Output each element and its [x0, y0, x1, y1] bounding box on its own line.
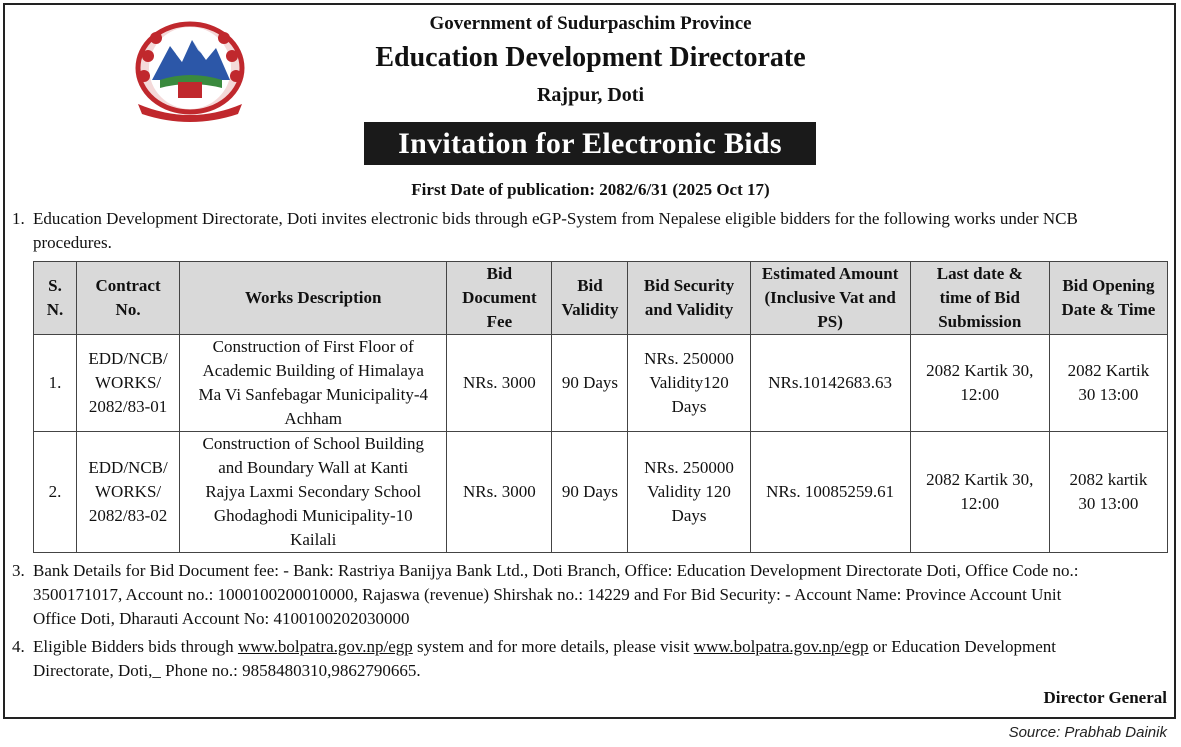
notice-title: Invitation for Electronic Bids: [364, 122, 816, 165]
header-bid-opening: Bid Opening Date & Time: [1049, 262, 1167, 335]
paragraph-text: Office Doti, Dharauti Account No: 4100100202030000: [33, 609, 410, 628]
paragraph-text: Eligible Bidders bids through: [33, 637, 238, 656]
header-estimated-amount: Estimated Amount (Inclusive Vat and PS): [750, 262, 910, 335]
header-contract-no: Contract No.: [77, 262, 180, 335]
bolpatra-link[interactable]: www.bolpatra.gov.np/egp: [237, 637, 413, 656]
paragraph-1: [12, 207, 1172, 255]
paragraph-4: [12, 635, 1172, 683]
signature-title: Director General: [1043, 688, 1167, 707]
cell-contract-no: EDD/NCB/ WORKS/ 2082/83-01: [77, 335, 180, 432]
paragraph-text: or Education Development: [868, 637, 1056, 656]
header-sn: S. N.: [34, 262, 77, 335]
address-heading: Rajpur, Doti: [536, 84, 645, 106]
header-bid-security: Bid Security and Validity: [628, 262, 750, 335]
paragraph-number: 1.: [12, 209, 25, 228]
table-header-row: [34, 262, 1168, 335]
table-row: [34, 432, 1168, 553]
cell-estimated-amount: NRs.10142683.63: [750, 335, 910, 432]
paragraph-text: procedures.: [33, 233, 112, 252]
cell-contract-no: EDD/NCB/ WORKS/ 2082/83-02: [77, 432, 180, 553]
cell-sn: 1.: [34, 335, 77, 432]
government-heading: Government of Sudurpaschim Province: [429, 13, 752, 34]
cell-opening: 2082 kartik 30 13:00: [1049, 432, 1167, 553]
source-credit: Source: Prabhab Dainik: [1008, 724, 1167, 741]
cell-last-date: 2082 Kartik 30, 12:00: [910, 432, 1049, 553]
paragraph-text: 3500171017, Account no.: 1000100200010000, Rajaswa (revenue) Shirshak no.: 14229 and For Bid Security: - Account Name: Province Account Unit: [33, 585, 1062, 604]
paragraph-3: [12, 559, 1172, 631]
paragraph-text: Directorate, Doti,_ Phone no.: 9858480310,9862790665.: [33, 661, 421, 680]
table-row: [34, 335, 1168, 432]
cell-opening: 2082 Kartik 30 13:00: [1049, 335, 1167, 432]
paragraph-text: Education Development Directorate, Doti invites electronic bids through eGP-System from Nepalese eligible bidders for the following works under NCB: [33, 209, 1078, 228]
paragraph-number: 3.: [12, 561, 25, 580]
publication-date: First Date of publication: 2082/6/31 (2025 Oct 17): [411, 180, 770, 199]
cell-fee: NRs. 3000: [447, 432, 552, 553]
bids-table: [33, 261, 1168, 553]
paragraph-number: 4.: [12, 637, 25, 656]
header-bid-validity: Bid Validity: [552, 262, 628, 335]
cell-security: NRs. 250000 Validity 120 Days: [628, 432, 750, 553]
paragraph-text: system and for more details, please visit: [412, 637, 694, 656]
header-last-date: Last date & time of Bid Submission: [910, 262, 1049, 335]
header-bid-document-fee: Bid Document Fee: [447, 262, 552, 335]
bolpatra-link[interactable]: www.bolpatra.gov.np/egp: [693, 637, 869, 656]
directorate-heading: Education Development Directorate: [375, 42, 806, 73]
cell-works-description: Construction of School Building and Boundary Wall at Kanti Rajya Laxmi Secondary School Ghodaghodi Municipality-10 Kailali: [180, 432, 447, 553]
cell-validity: 90 Days: [552, 335, 628, 432]
cell-fee: NRs. 3000: [447, 335, 552, 432]
header-works-description: Works Description: [180, 262, 447, 335]
cell-security: NRs. 250000 Validity120 Days: [628, 335, 750, 432]
paragraph-text: Bank Details for Bid Document fee: - Bank: Rastriya Banijya Bank Ltd., Doti Branch, Office: Education Development Directorate Doti, Office Code no.:: [33, 561, 1079, 580]
cell-validity: 90 Days: [552, 432, 628, 553]
cell-sn: 2.: [34, 432, 77, 553]
cell-estimated-amount: NRs. 10085259.61: [750, 432, 910, 553]
cell-works-description: Construction of First Floor of Academic Building of Himalaya Ma Vi Sanfebagar Municipality-4 Achham: [180, 335, 447, 432]
cell-last-date: 2082 Kartik 30, 12:00: [910, 335, 1049, 432]
